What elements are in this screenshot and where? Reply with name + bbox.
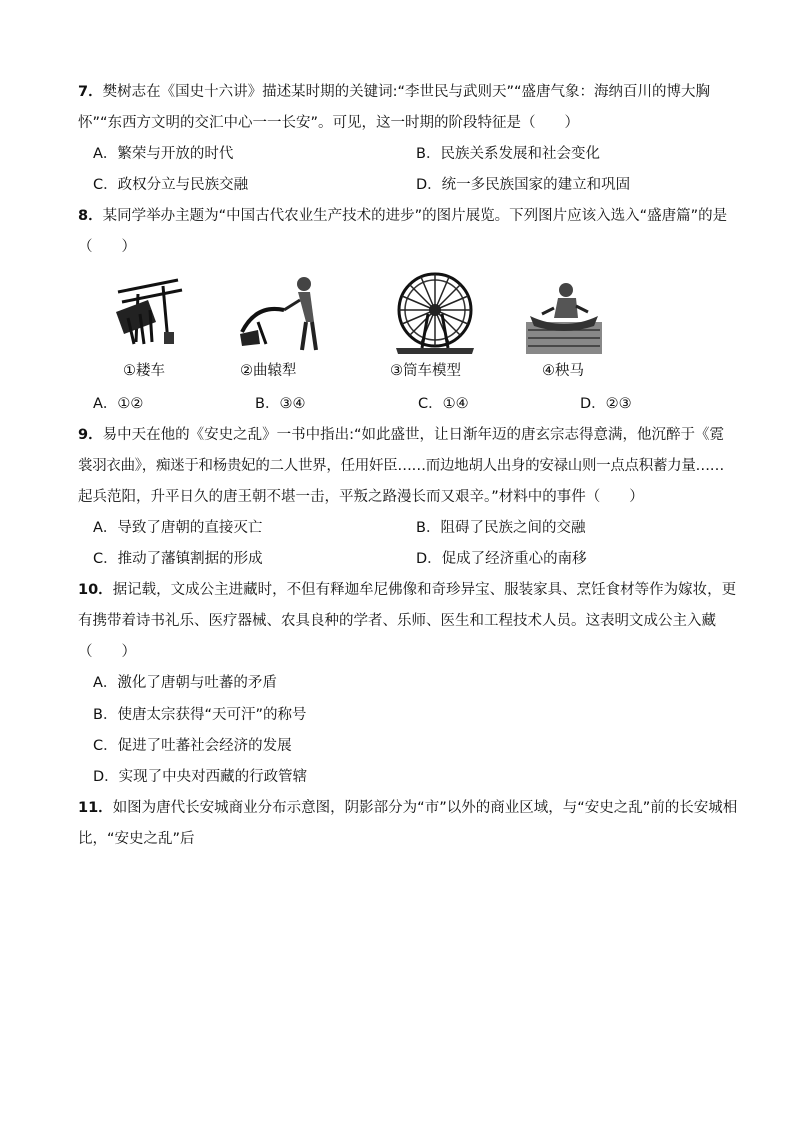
q7-line2: 怀”“东西方文明的交汇中心一一长安”。可见，这一时期的阶段特征是（ ） [78, 115, 580, 131]
q9-option-d[interactable]: D．促成了经济重心的南移 [416, 551, 587, 567]
caption-curved-plough: ②曲辕犁 [240, 363, 297, 379]
q10-option-a[interactable]: A．激化了唐朝与吐蕃的矛盾 [93, 675, 277, 691]
caption-water-wheel: ③筒车模型 [390, 363, 461, 379]
q10-line3: （ ） [78, 644, 136, 660]
q9-option-c[interactable]: C．推动了藩镇割据的形成 [93, 551, 263, 567]
q8-text-1: 某同学举办主题为“中国古代农业生产技术的进步”的图片展览。下列图片应该入选入“盛唐篇”的是 [102, 208, 728, 224]
q8-line2: （ ） [78, 239, 136, 255]
q8-option-c[interactable]: C．①④ [418, 396, 469, 412]
q10-number: 10． [78, 582, 113, 598]
q8-line1 [78, 206, 727, 226]
q7-option-b[interactable]: B．民族关系发展和社会变化 [416, 146, 600, 162]
q10-line1 [78, 580, 736, 600]
q9-line3: 起兵范阳，升平日久的唐王朝不堪一击，平叛之路漫长而又艰辛。”材料中的事件（ ） [78, 489, 644, 505]
q7-option-a[interactable]: A．繁荣与开放的时代 [93, 146, 234, 162]
q7-line1 [78, 82, 710, 102]
q9-number: 9． [78, 427, 103, 443]
q10-option-c[interactable]: C．促进了吐蕃社会经济的发展 [93, 738, 292, 754]
q11-line2: 比，“安史之乱”后 [78, 831, 195, 847]
q9-line1 [78, 425, 724, 445]
q11-number: 11． [78, 800, 113, 816]
water-wheel-icon [392, 268, 478, 356]
q10-option-d[interactable]: D．实现了中央对西藏的行政管辖 [93, 769, 308, 785]
q7-option-d[interactable]: D．统一多民族国家的建立和巩固 [416, 177, 631, 193]
q10-line2: 有携带着诗书礼乐、医疗器械、农具良种的学者、乐师、医生和工程技术人员。这表明文成公主入藏 [78, 613, 716, 629]
q10-text-1: 据记载，文成公主进藏时，不但有释迦牟尼佛像和奇珍异宝、服装家具、烹饪食材等作为嫁妆，更 [112, 582, 737, 598]
q9-text-1: 易中天在他的《安史之乱》一书中指出:“如此盛世，让日渐年迈的唐玄宗志得意满，他沉醉于《霓 [102, 427, 724, 443]
q8-option-b[interactable]: B．③④ [255, 396, 306, 412]
q11-line1 [78, 798, 737, 818]
q7-option-c[interactable]: C．政权分立与民族交融 [93, 177, 249, 193]
q9-line2: 裳羽衣曲》，痴迷于和杨贵妃的二人世界，任用奸臣……而边地胡人出身的安禄山则一点点积蓄力量…… [78, 458, 724, 474]
q8-option-a[interactable]: A．①② [93, 396, 144, 412]
seedling-horse-icon [524, 282, 604, 356]
q7-number: 7． [78, 84, 103, 100]
q9-option-b[interactable]: B．阻碍了民族之间的交融 [416, 520, 586, 536]
caption-seedling-horse: ④秧马 [542, 363, 584, 379]
q11-text-1: 如图为唐代长安城商业分布示意图，阴影部分为“市”以外的商业区域，与“安史之乱”前的长安城相 [112, 800, 738, 816]
seed-drill-icon [108, 272, 188, 352]
curved-plough-icon [236, 274, 322, 354]
q7-text-1: 樊树志在《国史十六讲》描述某时期的关键词:“李世民与武则天”“盛唐气象：海纳百川的博大胸 [102, 84, 711, 100]
q10-option-b[interactable]: B．使唐太宗获得“天可汗”的称号 [93, 707, 307, 723]
q8-number: 8． [78, 208, 103, 224]
caption-seed-drill: ①耧车 [123, 363, 165, 379]
q9-option-a[interactable]: A．导致了唐朝的直接灭亡 [93, 520, 263, 536]
q8-option-d[interactable]: D．②③ [580, 396, 632, 412]
